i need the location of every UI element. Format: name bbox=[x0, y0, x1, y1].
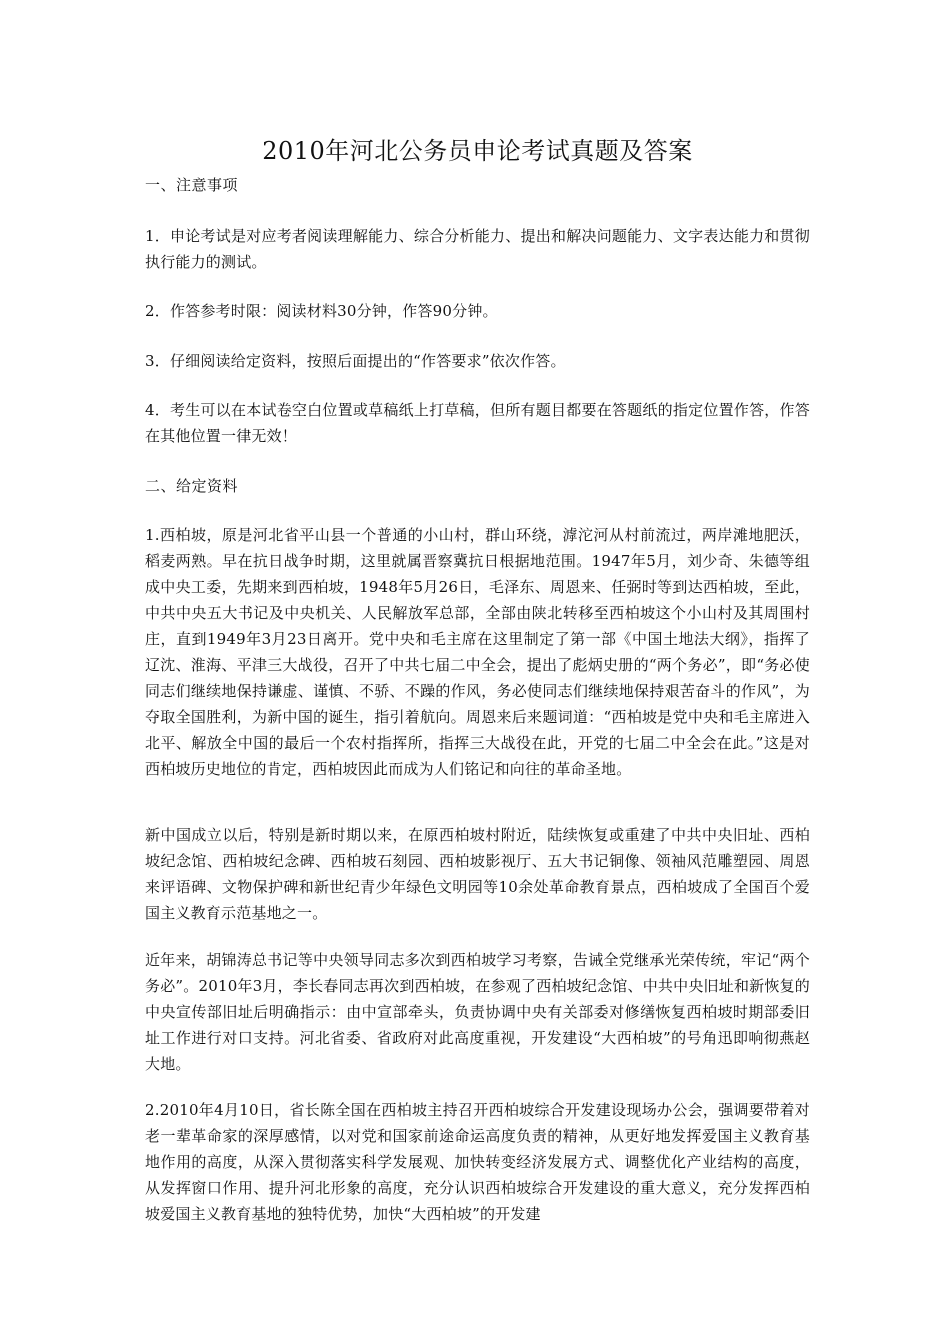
material-paragraph-2: 新中国成立以后，特别是新时期以来，在原西柏坡村附近，陆续恢复或重建了中共中央旧址、西柏坡纪念馆、西柏坡纪念碑、西柏坡石刻园、西柏坡影视厅、五大书记铜像、领袖风范雕塑园、周恩来评语碑、文物保护碑和新世纪青少年绿色文明园等10余处革命教育景点，西柏坡成了全国百个爱国主义教育示范基地之一。 bbox=[145, 826, 810, 922]
material-paragraph-4: 2.2010年4月10日，省长陈全国在西柏坡主持召开西柏坡综合开发建设现场办公会，强调要带着对老一辈革命家的深厚感情，以对党和国家前途命运高度负责的精神，从更好地发挥爱国主义教育基地作用的高度，从深入贯彻落实科学发展观、加快转变经济发展方式、调整优化产业结构的高度，从发挥窗口作用、提升河北形象的高度，充分认识西柏坡综合开发建设的重大意义，充分发挥西柏坡爱国主义教育基地的独特优势，加快“大西柏坡”的开发建 bbox=[145, 1101, 810, 1223]
notes-item-2: 2．作答参考时限：阅读材料30分钟，作答90分钟。 bbox=[145, 302, 498, 320]
section-heading-notes: 一、注意事项 bbox=[145, 176, 239, 194]
section-heading-materials: 二、给定资料 bbox=[145, 477, 239, 495]
document-page bbox=[145, 0, 810, 1344]
notes-item-4: 4．考生可以在本试卷空白位置或草稿纸上打草稿，但所有题目都要在答题纸的指定位置作答，作答在其他位置一律无效！ bbox=[145, 401, 810, 445]
material-paragraph-3: 近年来，胡锦涛总书记等中央领导同志多次到西柏坡学习考察，告诫全党继承光荣传统，牢记“两个务必”。2010年3月，李长春同志再次到西柏坡，在参观了西柏坡纪念馆、中共中央旧址和新恢复的中央宣传部旧址后明确指示：由中宣部牵头，负责协调中央有关部委对修缮恢复西柏坡时期部委旧址工作进行对口支持。河北省委、省政府对此高度重视，开发建设“大西柏坡”的号角迅即响彻燕赵大地。 bbox=[145, 951, 810, 1073]
notes-item-1: 1．申论考试是对应考者阅读理解能力、综合分析能力、提出和解决问题能力、文字表达能力和贯彻执行能力的测试。 bbox=[145, 227, 810, 271]
notes-item-3: 3．仔细阅读给定资料，按照后面提出的“作答要求”依次作答。 bbox=[145, 352, 566, 370]
document-title: 2010年河北公务员申论考试真题及答案 bbox=[262, 137, 693, 165]
material-paragraph-1: 1.西柏坡，原是河北省平山县一个普通的小山村，群山环绕，滹沱河从村前流过，两岸滩地肥沃，稻麦两熟。早在抗日战争时期，这里就属晋察冀抗日根据地范围。1947年5月，刘少奇、朱德等组成中央工委，先期来到西柏坡，1948年5月26日，毛泽东、周恩来、任弼时等到达西柏坡，至此，中共中央五大书记及中央机关、人民解放军总部，全部由陕北转移至西柏坡这个小山村及其周围村庄，直到1949年3月23日离开。党中央和毛主席在这里制定了第一部《中国土地法大纲》，指挥了辽沈、淮海、平津三大战役，召开了中共七届二中全会，提出了彪炳史册的“两个务必”，即“务必使同志们继续地保持谦虚、谨慎、不骄、不躁的作风，务必使同志们继续地保持艰苦奋斗的作风”，为夺取全国胜利，为新中国的诞生，指引着航向。周恩来后来题词道：“西柏坡是党中央和毛主席进入北平、解放全中国的最后一个农村指挥所，指挥三大战役在此，开党的七届二中全会在此。”这是对西柏坡历史地位的肯定，西柏坡因此而成为人们铭记和向往的革命圣地。 bbox=[145, 526, 810, 778]
